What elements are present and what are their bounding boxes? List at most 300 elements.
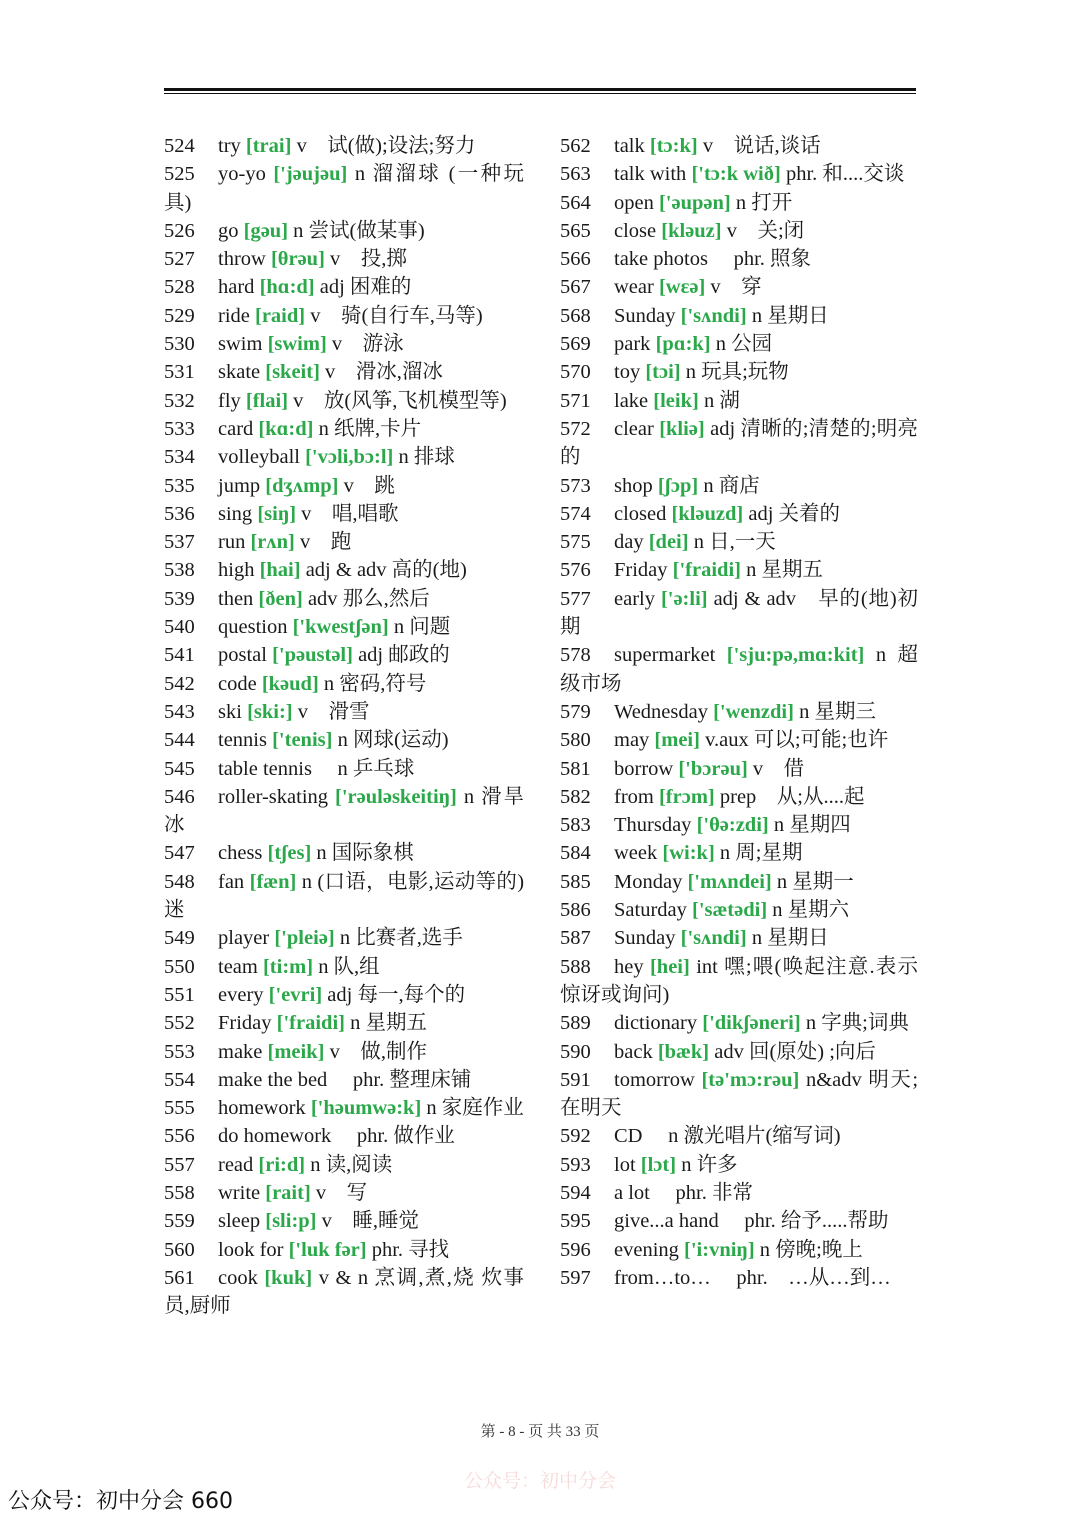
entry-phonetic: ['luk fər] [288,1238,367,1261]
entry-word: Friday [614,559,668,582]
vocab-entry [164,1207,524,1235]
entry-definition: phr. 和....交谈 [785,163,905,186]
entry-phonetic: [rait] [265,1181,311,1204]
entry-phonetic: ['θə:zdi] [696,814,769,837]
entry-phonetic: ['evri] [268,983,323,1006]
entry-number: 551 [164,983,195,1006]
vocab-entry [560,358,918,386]
entry-word: clear [614,417,654,440]
entry-word: ride [218,304,250,327]
entry-definition: adv 回(原处) ;向后 [714,1040,876,1063]
entry-phonetic: [leik] [653,389,699,412]
entry-definition: n 纸牌,卡片 [318,417,422,440]
entry-word: chess [218,842,263,865]
entry-word: lot [614,1153,636,1176]
entry-word: back [614,1040,653,1063]
entry-word: Wednesday [614,700,708,723]
vocab-entry [164,302,524,330]
vocab-entry [560,245,918,273]
entry-phonetic: [raid] [255,304,306,327]
entry-definition: n 星期一 [776,870,854,893]
vocab-entry [164,217,524,245]
entry-phonetic: ['jəujəu] [273,163,348,186]
entry-word: write [218,1181,261,1204]
entry-number: 550 [164,955,195,978]
vocab-entry [560,330,918,358]
entry-word: jump [218,474,261,497]
entry-number: 584 [560,842,591,865]
entry-phonetic: ['pəustəl] [272,644,353,667]
entry-definition: adj & adv 早的(地)初期 [560,587,918,639]
entry-number: 538 [164,559,195,582]
vocab-entry [164,415,524,443]
entry-number: 570 [560,361,591,384]
entry-phonetic: [kɑ:d] [258,417,314,440]
entry-word: throw [218,248,266,271]
entry-word: sleep [218,1210,261,1233]
watermark-left: 公众号：初中分会 660 [8,1489,233,1514]
entry-number: 565 [560,219,591,242]
entry-number: 587 [560,927,591,950]
vocab-entry [560,1151,918,1179]
entry-word: week [614,842,658,865]
vocab-entry [164,1264,524,1321]
entry-definition: phr. 寻找 [371,1238,450,1261]
vocab-entry [560,755,918,783]
entry-definition: n 湖 [703,389,740,412]
vocab-entry [560,472,918,500]
entry-definition: n 许多 [681,1153,738,1176]
entry-word: dictionary [614,1012,698,1035]
entry-word: every [218,983,264,1006]
entry-phonetic: ['ə:li] [660,587,708,610]
entry-number: 524 [164,135,195,157]
entry-phonetic: [kuk] [264,1266,313,1289]
entry-definition: int 嘿;喂(唤起注意.表示惊讶或询问) [560,955,919,1006]
entry-word: evening [614,1238,679,1261]
entry-definition: n 星期日 [751,304,829,327]
entry-word: talk [614,135,645,157]
entry-phonetic: ['fraidi] [276,1012,345,1035]
vocab-entry [164,641,524,669]
vocab-entry [164,1179,524,1207]
entry-phonetic: [dei] [648,531,689,554]
vocab-entry [560,160,918,188]
entry-number: 527 [164,248,195,271]
vocab-entry [164,783,524,840]
entry-definition: v 投,掷 [330,248,407,271]
entry-word: yo-yo [218,163,266,186]
entry-definition: v 试(做);设法;努力 [296,135,476,157]
entry-word: look for [218,1238,284,1261]
entry-phonetic: [hɑ:d] [259,276,315,299]
entry-definition: v 跳 [343,474,395,497]
entry-word: go [218,219,239,242]
entry-number: 530 [164,333,195,356]
entry-phonetic: [ri:d] [258,1153,306,1176]
entry-definition: v 说话,谈话 [702,135,821,157]
entry-phonetic: ['fraidi] [672,559,741,582]
entry-word: Sunday [614,304,676,327]
entry-phonetic: ['kwestʃən] [292,616,389,639]
entry-word: early [614,587,655,610]
entry-word: open [614,191,654,214]
entry-word: make [218,1040,263,1063]
entry-number: 563 [560,163,591,186]
entry-phonetic: ['sʌndi] [680,927,747,950]
entry-phonetic: [tʃes] [267,842,312,865]
entry-number: 572 [560,417,591,440]
entry-word: give...a hand [614,1210,719,1233]
entry-word: toy [614,361,641,384]
vocab-entry [560,500,918,528]
entry-definition: n 日,一天 [693,531,776,554]
entry-number: 580 [560,729,591,752]
vocab-entry [560,1122,918,1150]
entry-word: ski [218,700,242,723]
entry-word: postal [218,644,267,667]
vocab-entry [560,585,918,642]
vocab-entry [560,387,918,415]
vocab-entry [560,783,918,811]
entry-definition: prep 从;从....起 [719,785,865,808]
entry-definition: n 问题 [393,616,451,639]
vocab-entry [164,953,524,981]
entry-phonetic: ['mʌndei] [687,870,772,893]
entry-word: volleyball [218,446,300,469]
entry-definition: v 唱,唱歌 [301,502,399,525]
entry-word: closed [614,502,667,525]
vocab-entry [560,726,918,754]
entry-number: 535 [164,474,195,497]
entry-number: 537 [164,531,195,554]
entry-phonetic: [sli:p] [265,1210,317,1233]
entry-number: 559 [164,1210,195,1233]
entry-definition: adj 关着的 [748,502,841,525]
entry-word: question [218,616,288,639]
entry-number: 575 [560,531,591,554]
entry-definition: v 写 [315,1181,368,1204]
entry-phonetic: [dʒʌmp] [265,474,339,497]
vocab-entry [164,132,524,160]
entry-definition: n 密码,符号 [323,672,427,695]
entry-word: sing [218,502,253,525]
vocab-entry [560,896,918,924]
entry-number: 548 [164,870,195,893]
entry-phonetic: [mei] [654,729,700,752]
entry-number: 582 [560,785,591,808]
entry-word: from…to… [614,1266,711,1289]
entry-number: 533 [164,417,195,440]
entry-definition: n 排球 [398,446,455,469]
vocab-entry [164,1038,524,1066]
vocab-entry [560,556,918,584]
entry-number: 566 [560,248,591,271]
entry-definition: n 打开 [735,191,793,214]
entry-phonetic: [kliə] [659,417,705,440]
vocab-entry [560,811,918,839]
entry-word: Thursday [614,814,692,837]
entry-phonetic: [hei] [649,955,690,978]
entry-number: 569 [560,333,591,356]
entry-definition: n 星期五 [746,559,823,582]
entry-word: borrow [614,757,674,780]
entry-word: CD [614,1125,643,1148]
entry-word: run [218,531,246,554]
entry-word: make the bed [218,1068,328,1091]
entry-definition: v 做,制作 [329,1040,427,1063]
entry-phonetic: [gəu] [243,219,289,242]
entry-definition: adj 邮政的 [358,644,450,667]
vocab-entry [560,415,918,472]
entry-number: 568 [560,304,591,327]
entry-phonetic: ['pleiə] [274,927,335,950]
vocab-entry [560,302,918,330]
entry-word: hard [218,276,255,299]
entry-definition: n 商店 [703,474,760,497]
entry-definition: adj 每一,每个的 [327,983,466,1006]
vocab-entry [560,189,918,217]
entry-phonetic: [rʌn] [250,531,295,554]
vocab-entry [560,528,918,556]
entry-phonetic: ['bɔrəu] [678,757,748,780]
entry-word: card [218,417,254,440]
vocab-entry [560,1038,918,1066]
vocab-entry [164,1094,524,1122]
entry-word: talk with [614,163,687,186]
entry-definition: v 滑雪 [297,700,370,723]
entry-number: 588 [560,955,591,978]
entry-word: swim [218,333,263,356]
entry-number: 539 [164,587,195,610]
entry-number: 574 [560,502,591,525]
entry-word: table tennis [218,757,312,780]
entry-definition: n 队,组 [318,955,380,978]
entry-phonetic: [fæn] [249,870,297,893]
entry-definition: adj & adv 高的(地) [305,559,467,582]
entry-phonetic: [frɔm] [658,785,715,808]
entry-number: 547 [164,842,195,865]
entry-number: 529 [164,304,195,327]
entry-phonetic: [ski:] [247,700,293,723]
entry-word: code [218,672,257,695]
vocab-entry [560,1179,918,1207]
vocab-entry [560,641,918,698]
entry-definition: n 傍晚;晚上 [759,1238,863,1261]
entry-number: 552 [164,1012,195,1035]
entry-number: 597 [560,1266,591,1289]
entry-number: 541 [164,644,195,667]
vocab-entry [164,1122,524,1150]
entry-number: 567 [560,276,591,299]
entry-word: tomorrow [614,1068,695,1091]
entry-definition: n 激光唱片(缩写词) [647,1125,841,1148]
page-footer: 第 - 8 - 页 共 33 页 [480,1424,600,1440]
entry-word: high [218,559,255,582]
entry-number: 544 [164,729,195,752]
entry-phonetic: [tə'mɔ:rəu] [701,1068,800,1091]
vocab-entry [560,1264,918,1292]
entry-number: 557 [164,1153,195,1176]
entry-definition: n 乒乓球 [317,757,415,780]
entry-phonetic: ['tenis] [272,729,333,752]
entry-number: 525 [164,163,195,186]
entry-definition: n 比赛者,选手 [339,927,463,950]
entry-number: 585 [560,870,591,893]
entry-number: 561 [164,1266,195,1289]
vocab-entry [164,528,524,556]
vocab-entry [560,1236,918,1264]
entry-number: 543 [164,700,195,723]
entry-definition: n 网球(运动) [337,729,449,752]
vocab-entry [164,924,524,952]
entry-word: player [218,927,270,950]
entry-number: 540 [164,616,195,639]
entry-phonetic: [lɔt] [640,1153,677,1176]
entry-number: 546 [164,785,195,808]
entry-number: 542 [164,672,195,695]
entry-definition: phr. 非常 [655,1181,753,1204]
entry-phonetic: ['wenzdi] [713,700,794,723]
vocab-entry [164,160,524,217]
entry-number: 577 [560,587,591,610]
entry-definition: n&adv 明天;在明天 [560,1068,919,1120]
entry-definition: v.aux 可以;可能;也许 [705,729,889,752]
vocab-entry [560,132,918,160]
entry-number: 536 [164,502,195,525]
entry-phonetic: [meik] [267,1040,325,1063]
entry-definition: adj 困难的 [319,276,412,299]
entry-definition: v 睡,睡觉 [321,1210,419,1233]
entry-phonetic: [tɔ:k] [649,135,698,157]
entry-number: 595 [560,1210,591,1233]
entry-definition: n 星期五 [350,1012,427,1035]
right-column [560,132,918,1292]
vocab-entry [164,330,524,358]
entry-word: day [614,531,644,554]
entry-number: 581 [560,757,591,780]
entry-number: 560 [164,1238,195,1261]
entry-phonetic: [tɔi] [645,361,681,384]
entry-phonetic: [ʃɔp] [657,474,699,497]
entry-number: 591 [560,1068,591,1091]
entry-definition: n 国际象棋 [316,842,414,865]
entry-word: tennis [218,729,267,752]
entry-phonetic: ['rəuləskeitiŋ] [335,785,457,808]
entry-definition: n 星期六 [772,899,850,922]
entry-definition: n (口语，电影,运动等的)迷 [164,870,525,922]
entry-definition: phr. 做作业 [336,1125,455,1148]
entry-word: Saturday [614,899,687,922]
entry-number: 532 [164,389,195,412]
entry-number: 571 [560,389,591,412]
entry-word: Sunday [614,927,676,950]
entry-number: 573 [560,474,591,497]
vocab-entry [164,556,524,584]
entry-word: from [614,785,654,808]
entry-definition: phr. 照象 [713,248,812,271]
entry-word: roller-skating [218,785,329,808]
entry-word: may [614,729,650,752]
entry-phonetic: [kləuzd] [671,502,744,525]
header-rule-thick [164,88,916,91]
entry-definition: n 星期日 [751,927,829,950]
entry-number: 534 [164,446,195,469]
vocab-entry [560,698,918,726]
vocab-entry [164,1236,524,1264]
entry-word: homework [218,1097,306,1120]
entry-number: 579 [560,700,591,723]
entry-definition: adv 那么,然后 [307,587,430,610]
entry-number: 545 [164,757,195,780]
entry-number: 589 [560,1012,591,1035]
entry-word: then [218,587,254,610]
vocab-entry [164,670,524,698]
entry-word: skate [218,361,261,384]
entry-phonetic: [flai] [245,389,289,412]
entry-word: cook [218,1266,258,1289]
entry-phonetic: [bæk] [657,1040,710,1063]
entry-phonetic: ['i:vniŋ] [684,1238,755,1261]
entry-number: 556 [164,1125,195,1148]
entry-phonetic: ['əupən] [658,191,731,214]
entry-definition: v 放(风筝,飞机模型等) [293,389,507,412]
vocab-entry [164,245,524,273]
entry-word: close [614,219,657,242]
vocab-entry [560,924,918,952]
entry-word: hey [614,955,644,978]
watermark-center: 公众号：初中分会 [463,1470,616,1492]
vocab-entry [164,500,524,528]
entry-phonetic: [hai] [259,559,301,582]
entry-word: fly [218,389,241,412]
entry-phonetic: [θrəu] [270,248,325,271]
vocab-entry [164,443,524,471]
entry-word: wear [614,276,654,299]
entry-phonetic: ['sʌndi] [680,304,747,327]
entry-phonetic: [wi:k] [662,842,715,865]
vocab-entry [164,698,524,726]
vocab-entry [164,1151,524,1179]
entry-word: fan [218,870,245,893]
entry-phonetic: [trai] [245,135,292,157]
entry-number: 578 [560,644,591,667]
entry-definition: n 周;星期 [719,842,803,865]
vocab-entry [560,273,918,301]
entry-number: 558 [164,1181,195,1204]
vocab-entry [164,839,524,867]
entry-number: 594 [560,1181,591,1204]
entry-phonetic: ['sju:pə,mɑ:kit] [726,644,865,667]
vocab-entry [164,613,524,641]
vocab-entry [164,1009,524,1037]
entry-definition: v 关;闭 [726,219,805,242]
entry-definition: v & n 烹调,煮,烧 炊事员,厨师 [164,1266,524,1318]
entry-definition: n 溜溜球 (一种玩具) [164,163,525,214]
entry-word: park [614,333,651,356]
entry-number: 586 [560,899,591,922]
entry-word: a lot [614,1181,650,1204]
entry-phonetic: [ti:m] [262,955,314,978]
vocab-entry [164,868,524,925]
entry-number: 555 [164,1097,195,1120]
entry-word: supermarket [614,644,716,667]
entry-word: read [218,1153,254,1176]
entry-definition: v 骑(自行车,马等) [310,304,483,327]
entry-definition: adj 清晰的;清楚的;明亮的 [560,417,918,469]
vocab-entry [164,273,524,301]
entry-word: do homework [218,1125,332,1148]
